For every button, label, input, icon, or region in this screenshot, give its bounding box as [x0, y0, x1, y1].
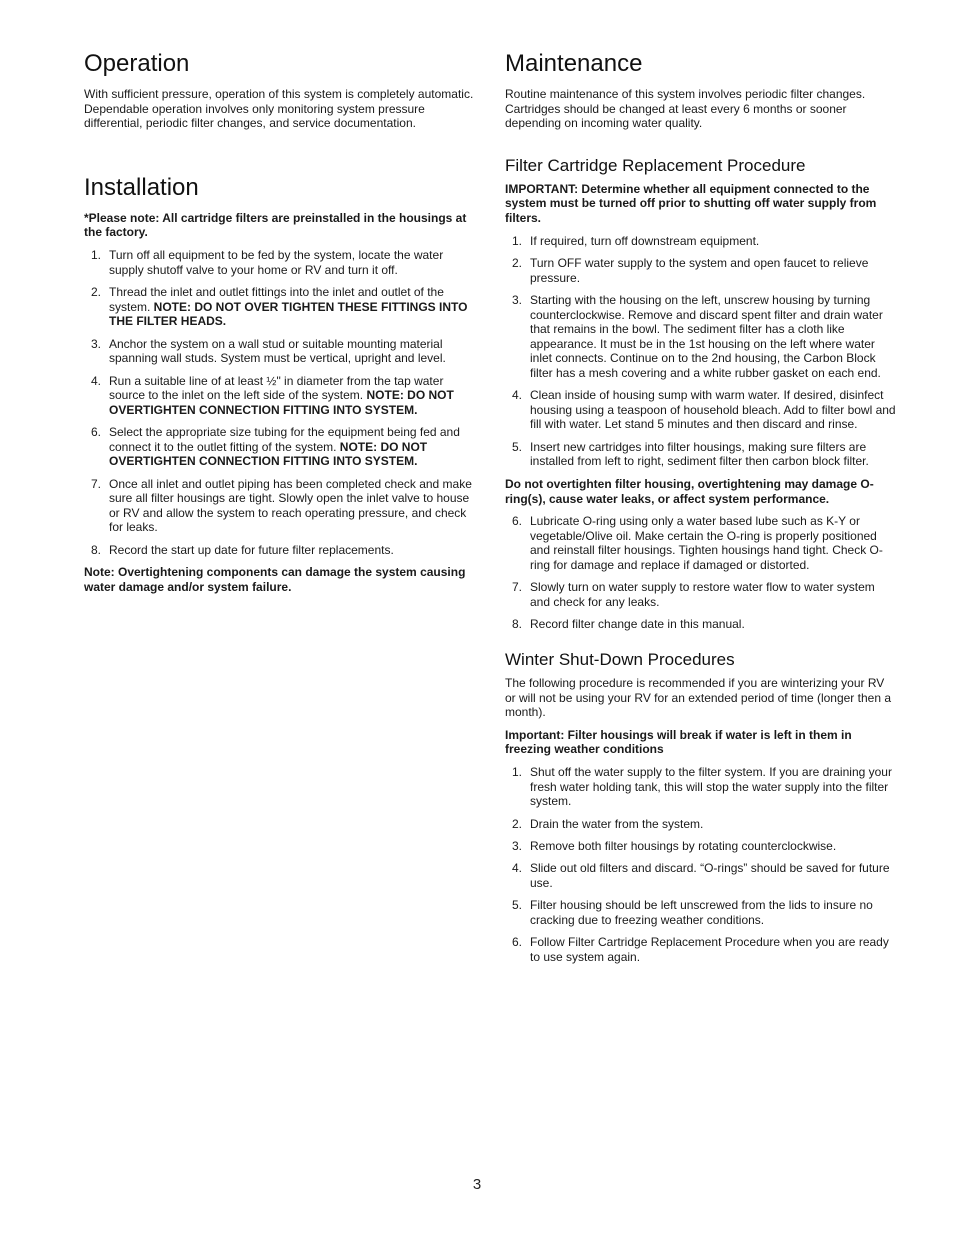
list-item [505, 440, 898, 469]
installation-steps [84, 248, 476, 557]
step-text: Drain the water from the system. [530, 816, 704, 831]
replacement-important: IMPORTANT: Determine whether all equipment connected to the system must be turned off prior to shutting off water supply from filters. [505, 181, 877, 225]
step-text: Once all inlet and outlet piping has been completed check and make sure all filter housings are tight. Slowly open the inlet valve to house or RV and allow the system to reach operating pressure, and check for leaks. [109, 476, 472, 535]
step-text: Slide out old filters and discard. “O-rings” should be saved for future use. [530, 861, 890, 890]
operation-heading: Operation [84, 50, 190, 77]
step-text: Turn OFF water supply to the system and open faucet to relieve pressure. [530, 255, 869, 285]
step-text: Shut off the water supply to the filter system. If you are draining your fresh water holding tank, this will stop the water supply into the filter system. [530, 764, 892, 809]
step-text: Lubricate O-ring using only a water based lube such as K-Y or vegetable/Olive oil. Make certain the O-ring is properly positioned and reinstall filter housings. Tighten housings hand tight. Check O-ring for damage and replace if damaged or distorted. [530, 514, 883, 573]
winter-body: The following procedure is recommended if you are winterizing your RV or will not be using your RV for an extended period of time (longer then a month). [505, 676, 892, 720]
step-number: 8. [91, 542, 102, 557]
step-text: Select the appropriate size tubing for the equipment being fed and connect it to the outlet fitting of the system. [109, 425, 460, 454]
step-number: 6. [512, 935, 523, 950]
step-text: Record filter change date in this manual. [530, 617, 745, 632]
installation-heading: Installation [84, 173, 199, 201]
replacement-heading: Filter Cartridge Replacement Procedure [505, 155, 806, 175]
operation-body: With sufficient pressure, operation of this system is completely automatic. Dependable operation involves only monitoring system pressure differential, periodic filter changes, and service documentation. [84, 87, 474, 131]
step-text: Insert new cartridges into filter housings, making sure filters are installed from left to right, sediment filter then carbon block filter. [530, 439, 869, 469]
step-text: Clean inside of housing sump with warm water. If desired, disinfect housing using a teaspoon of household bleach. Add to filter bowl and fill with water. Let stand 5 minutes and then discard and rinse. [530, 388, 896, 432]
step-number: 5. [512, 439, 523, 454]
replacement-steps-continued [505, 514, 898, 632]
step-number: 2. [512, 255, 523, 270]
step-text: Record the start up date for future filter replacements. [109, 542, 394, 557]
winter-important: Important: Filter housings will break if water is left in them in freezing weather conditions [505, 727, 852, 757]
step-text: Starting with the housing on the left, unscrew housing by turning counterclockwise. Remove and discard spent filter and drain water that remains in the bowl. The sediment filter has a cloth like appearance. It must be in the 1st housing on the left where water inlet connects. Continue on to the 2nd housing, the Carbon Block filter has a mesh covering and a white rubber gasket on each end. [530, 292, 883, 380]
list-item [505, 388, 898, 432]
step-number: 3. [512, 838, 523, 853]
step-note: NOTE: DO NOT OVER TIGHTEN THESE FITTINGS INTO THE FILTER HEADS. [109, 299, 468, 329]
page-number: 3 [472, 1176, 482, 1193]
maintenance-heading: Maintenance [505, 50, 643, 77]
step-number: 4. [91, 373, 102, 388]
list-item [505, 861, 898, 890]
list-item [505, 617, 898, 632]
step-number: 8. [512, 617, 523, 632]
winter-heading: Winter Shut-Down Procedures [505, 650, 735, 669]
step-number: 1. [91, 247, 102, 262]
list-item [84, 285, 476, 329]
installation-warning-note: Note: Overtightening components can damage the system causing water damage and/or system failure. [84, 565, 466, 595]
step-number: 6. [512, 514, 523, 529]
list-item [505, 580, 898, 609]
step-text: Run a suitable line of at least ½" in diameter from the tap water source to the inlet on the left side of the system. [109, 373, 444, 403]
step-text: Thread the inlet and outlet fittings into the inlet and outlet of the system. [109, 284, 444, 314]
right-column [505, 50, 898, 972]
list-item [84, 425, 476, 469]
left-column [84, 50, 476, 603]
list-item [84, 543, 476, 558]
list-item [505, 514, 898, 572]
step-text: Filter housing should be left unscrewed from the lids to insure no cracking due to freezing weather conditions. [530, 898, 873, 927]
list-item [505, 898, 898, 927]
replacement-steps [505, 234, 898, 470]
step-text: If required, turn off downstream equipment. [530, 233, 760, 248]
step-text: Remove both filter housings by rotating counterclockwise. [530, 838, 837, 853]
list-item [505, 935, 898, 964]
step-note: NOTE: DO NOT OVERTIGHTEN CONNECTION FITTING INTO SYSTEM. [109, 439, 428, 469]
step-number: 6. [91, 425, 102, 440]
step-number: 7. [91, 476, 102, 491]
list-item [505, 839, 898, 854]
list-item [505, 256, 898, 285]
step-text: Follow Filter Cartridge Replacement Procedure when you are ready to use system again. [530, 935, 889, 964]
replacement-warning: Do not overtighten filter housing, overtightening may damage O-ring(s), cause water leaks, or affect system performance. [505, 477, 874, 506]
step-number: 5. [512, 898, 523, 913]
step-number: 4. [512, 861, 523, 876]
list-item [84, 337, 476, 366]
step-text: Slowly turn on water supply to restore water flow to water system and check for any leaks. [530, 580, 875, 610]
step-number: 2. [91, 284, 102, 299]
step-number: 1. [512, 233, 523, 248]
step-number: 3. [512, 292, 523, 307]
list-item [505, 817, 898, 832]
step-note: NOTE: DO NOT OVERTIGHTEN CONNECTION FITTING INTO SYSTEM. [109, 388, 454, 417]
step-number: 2. [512, 816, 523, 831]
step-number: 7. [512, 580, 523, 595]
list-item [84, 374, 476, 418]
step-number: 3. [91, 336, 102, 351]
winter-steps [505, 765, 898, 965]
maintenance-body: Routine maintenance of this system involves periodic filter changes. Cartridges should be changed at least every 6 months or sooner depending on incoming water quality. [505, 87, 866, 131]
step-number: 4. [512, 388, 523, 403]
installation-preinstall-note: *Please note: All cartridge filters are preinstalled in the housings at the factory. [84, 210, 467, 240]
step-number: 1. [512, 764, 523, 779]
step-text: Anchor the system on a wall stud or suitable mounting material spanning wall studs. System must be vertical, upright and level. [109, 336, 446, 366]
list-item [84, 248, 476, 277]
list-item [505, 765, 898, 809]
step-text: Turn off all equipment to be fed by the system, locate the water supply shutoff valve to your home or RV and turn it off. [109, 247, 444, 277]
list-item [84, 477, 476, 535]
list-item [505, 293, 898, 381]
list-item [505, 234, 898, 249]
